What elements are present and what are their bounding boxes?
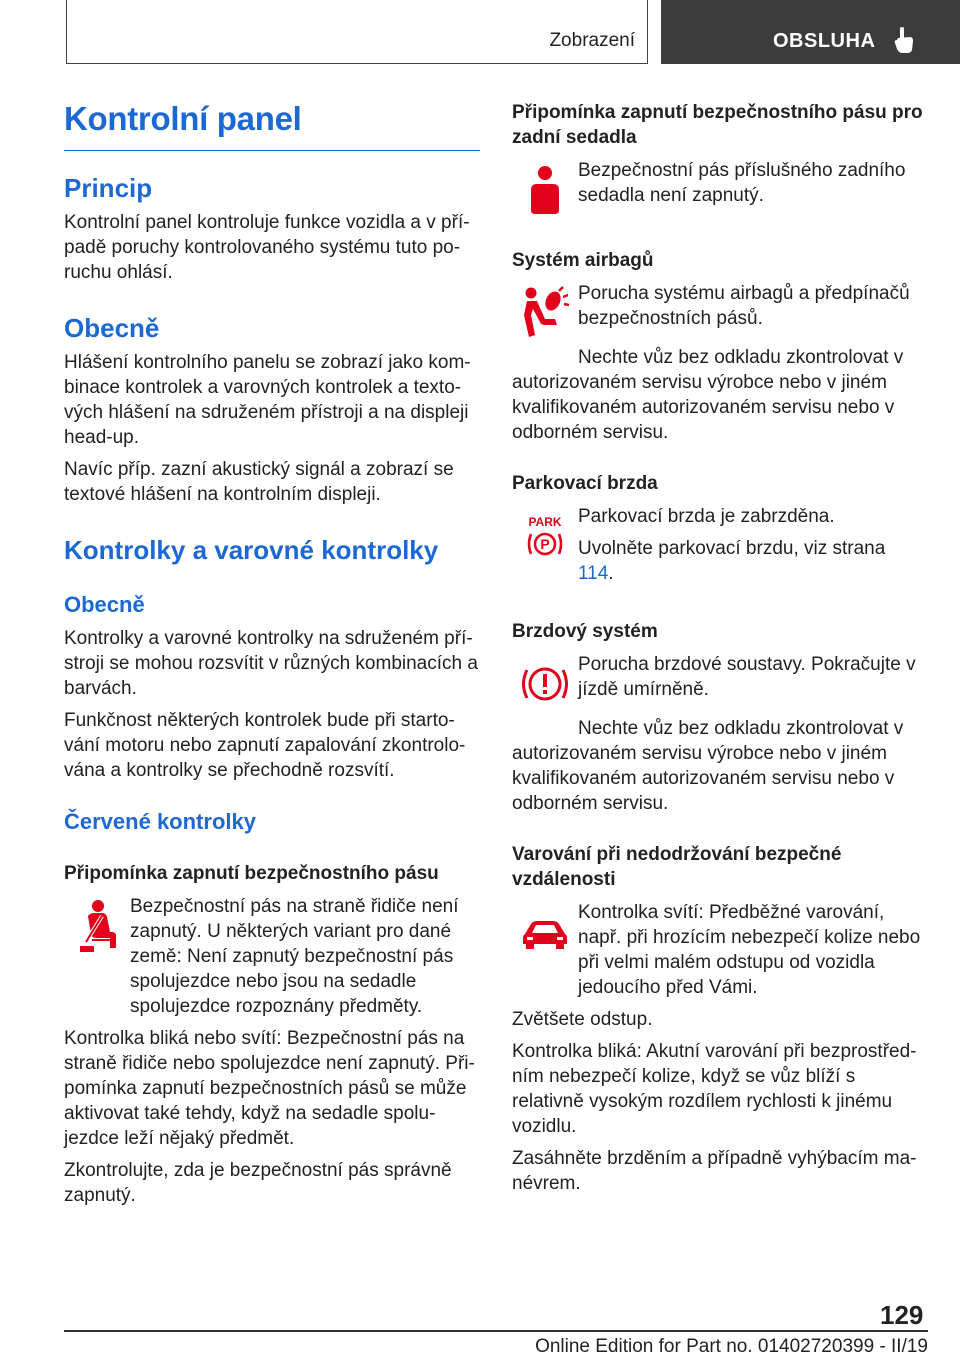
distance-paragraph-3: Kontrolka bliká: Akutní varování při bezprostředním nebezpečí kolize, když se vůz blíží s relativně vysokým rozdílem rychlosti k jinému vozidlu. xyxy=(512,1041,917,1137)
header-chapter-tab[interactable] xyxy=(661,0,960,64)
airbag-icon xyxy=(512,281,578,345)
heading-parking-brake: Parkovací brzda xyxy=(512,473,658,494)
distance-paragraph-2: Zvětšete odstup. xyxy=(512,1009,653,1030)
kontrolky-paragraph-1: Kontrolky a varovné kontrolky na sdruženém přístroji se mohou rozsvítit v různých kombinacích a barvách. xyxy=(64,628,478,699)
right-column xyxy=(512,100,926,1203)
seatbelt-paragraph-2: Kontrolka bliká nebo svítí: Bezpečnostní pás na straně řidiče nebo spolujezdce není zapnutý. Připomínka zapnutí bezpečnostních pásů se může aktivovat také tehdy, když na sedadle spolujezdce leží nějaký předmět. xyxy=(64,1028,475,1149)
heading-seatbelt-reminder: Připomínka zapnutí bezpečnostního pásu xyxy=(64,863,439,884)
rear-seatbelt-block xyxy=(512,158,926,222)
svg-text:P: P xyxy=(540,536,550,552)
obecne-paragraph-2: Navíc příp. zazní akustický signál a zobrazí se textové hlášení na kontrolním displeji. xyxy=(64,459,454,505)
left-column xyxy=(64,100,480,1215)
parking-brake-paragraph-1: Parkovací brzda je zabrzděna. xyxy=(578,506,835,527)
pointing-hand-icon xyxy=(893,26,915,59)
heading-airbag: Systém airbagů xyxy=(512,250,654,271)
heading-distance-warning: Varování při nedodržování bezpečné vzdálenosti xyxy=(512,844,842,890)
car-collision-warning-icon xyxy=(512,900,578,964)
parking-brake-paragraph-2: Uvolněte parkovací brzdu, viz strana 114. xyxy=(578,538,886,584)
page-number: 129 xyxy=(880,1300,924,1330)
parking-brake-block xyxy=(512,504,926,593)
heading-princip: Princip xyxy=(64,173,153,203)
rear-seatbelt-text: Bezpečnostní pás příslušného zadního sedadla není zapnutý. xyxy=(578,160,906,206)
seatbelt-warning-block xyxy=(64,894,480,1026)
heading-kontrolky: Kontrolky a varovné kontrolky xyxy=(64,535,439,565)
distance-paragraph-1: Kontrolka svítí: Předběžné varování, např. při hrozícím nebezpečí kolize nebo při velmi malém odstupu od vozidla jedoucího před Vámi. xyxy=(578,902,921,998)
park-icon-label: PARK xyxy=(528,515,562,529)
heading-rear-seatbelt: Připomínka zapnutí bezpečnostního pásu pro zadní sedadla xyxy=(512,102,923,148)
heading-brake-system: Brzdový systém xyxy=(512,621,658,642)
page-title: Kontrolní panel xyxy=(64,100,480,151)
princip-text: Kontrolní panel kontroluje funkce vozidla a v případě poruchy kontrolovaného systému tuto poruchu ohlásí. xyxy=(64,212,470,283)
header-chapter-label: OBSLUHA xyxy=(773,30,876,52)
distance-warning-block xyxy=(512,900,926,1007)
seatbelt-paragraph-1: Bezpečnostní pás na straně řidiče není zapnutý. U některých variant pro dané země: Není zapnutý bezpečnostní pás spolujezdce nebo jsou na sedadle spolujezdce rozpoznány předměty. xyxy=(130,896,459,1017)
page-reference-link[interactable]: 114 xyxy=(578,563,609,584)
footer-divider xyxy=(64,1330,928,1332)
airbag-block xyxy=(512,281,926,345)
brake-system-block xyxy=(512,652,926,716)
heading-obecne: Obecně xyxy=(64,313,160,343)
parking-brake-icon xyxy=(512,504,578,568)
footer-edition: Online Edition for Part no. 01402720399 - II/19 xyxy=(535,1336,928,1357)
kontrolky-paragraph-2: Funkčnost některých kontrolek bude při startování motoru nebo zapnutí zapalování zkontrolována a kontrolky se přechodně rozsvítí. xyxy=(64,710,466,781)
rear-seatbelt-icon xyxy=(512,158,578,222)
seatbelt-paragraph-3: Zkontrolujte, zda je bezpečnostní pás správně zapnutý. xyxy=(64,1160,452,1206)
airbag-paragraph-2: Nechte vůz bez odkladu zkontrolovat v autorizovaném servisu výrobce nebo v jiném kvalifikovaném autorizovaném servisu nebo v odborném servisu. xyxy=(512,347,904,443)
subheading-cervene-kontrolky: Červené kontrolky xyxy=(64,809,256,834)
brake-paragraph-2: Nechte vůz bez odkladu zkontrolovat v autorizovaném servisu výrobce nebo v jiném kvalifikovaném autorizovaném servisu nebo v odborném servisu. xyxy=(512,718,904,814)
brake-paragraph-1: Porucha brzdové soustavy. Pokračujte v jízdě umírněně. xyxy=(578,654,916,700)
parking-brake-text: Uvolněte parkovací brzdu, viz strana xyxy=(578,538,886,559)
airbag-paragraph-1: Porucha systému airbagů a předpínačů bezpečnostních pásů. xyxy=(578,283,910,329)
obecne-paragraph-1: Hlášení kontrolního panelu se zobrazí jako kombinace kontrolek a varovných kontrolek a textových hlášení na sdruženém přístroji a na displeji head-up. xyxy=(64,352,471,448)
brake-warning-icon xyxy=(512,652,578,716)
seatbelt-warning-icon xyxy=(64,894,130,958)
distance-paragraph-4: Zasáhněte brzděním a případně vyhýbacím manévrem. xyxy=(512,1148,917,1194)
header-section-title: Zobrazení xyxy=(549,30,635,51)
subheading-kontrolky-obecne: Obecně xyxy=(64,592,145,617)
